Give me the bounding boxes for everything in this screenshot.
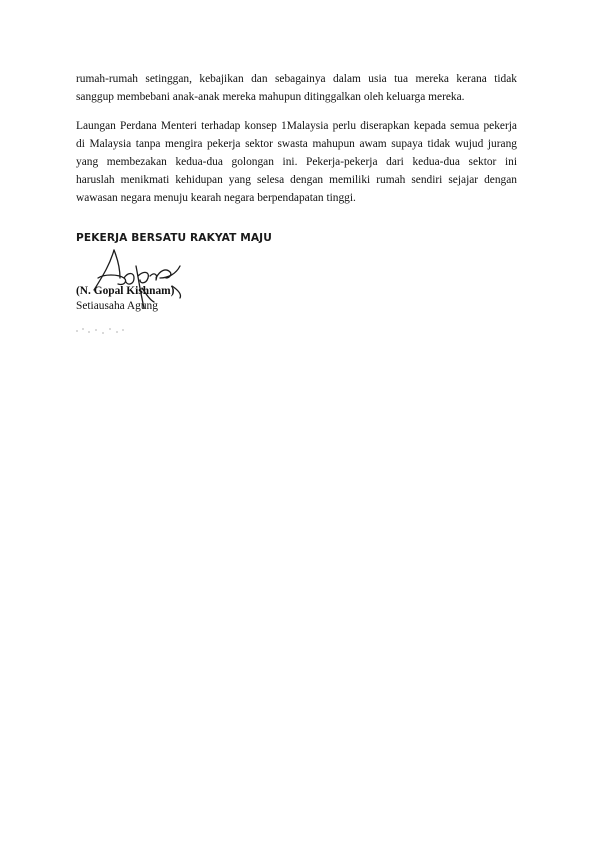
paragraph-2-line: haruslah menikmati kehidupan yang selesa dengan memiliki rumah sendiri sejajar dengan [76,174,517,186]
paragraph-2-line: yang membezakan kedua-dua golongan ini. Pekerja-pekerja dari kedua-dua sektor ini [76,156,517,168]
paragraph-2-line: wawasan negara menuju kearah negara berpendapatan tinggi. [76,192,356,204]
handwritten-signature [84,244,196,320]
union-slogan: PEKERJA BERSATU RAKYAT MAJU [76,232,272,244]
signatory-name: (N. Gopal Kishnam) [76,285,175,297]
paragraph-2-line: di Malaysia tanpa mengira pekerja sektor swasta mahupun awam supaya tidak wujud jurang [76,138,517,150]
paragraph-2 [76,117,517,207]
paragraph-1-line: rumah-rumah setinggan, kebajikan dan sebagainya dalam usia tua mereka kerana tidak [76,73,517,85]
faint-stamp-residue [76,326,128,336]
paragraph-1 [76,70,517,106]
paragraph-2-line: Laungan Perdana Menteri terhadap konsep 1Malaysia perlu diserapkan kepada semua pekerja [76,120,517,132]
signatory-title: Setiausaha Agung [76,300,158,312]
paragraph-1-line: sanggup membebani anak-anak mereka mahupun ditinggalkan oleh keluarga mereka. [76,91,465,103]
